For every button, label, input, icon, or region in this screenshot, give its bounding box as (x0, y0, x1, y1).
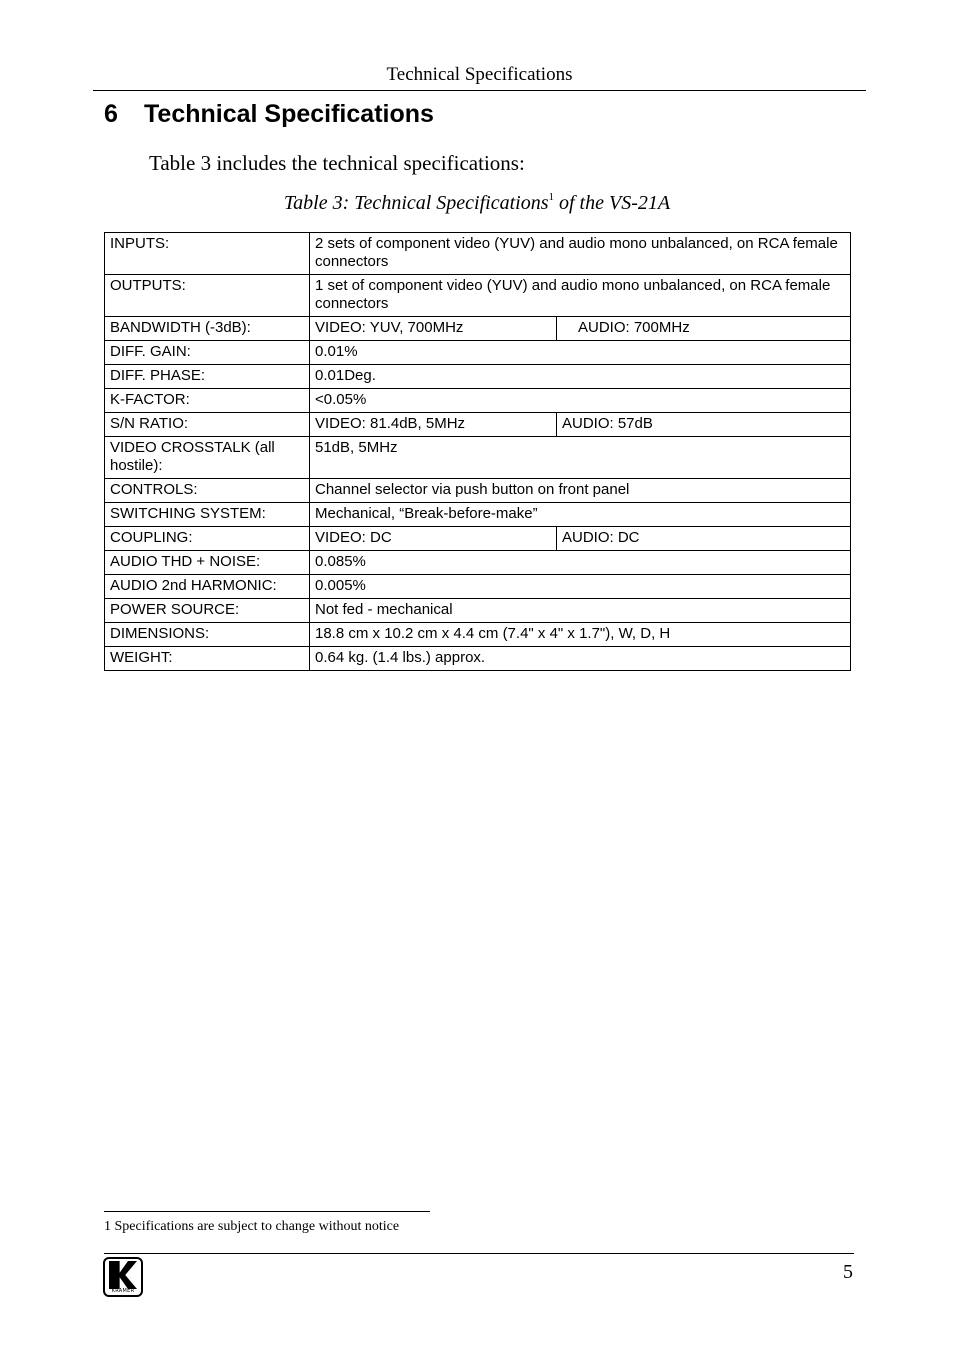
spec-video-value: VIDEO: DC (310, 527, 557, 551)
table-caption-text: Table 3: Technical Specifications (283, 192, 549, 214)
table-row (105, 503, 851, 527)
footnote-divider (104, 1211, 430, 1212)
spec-value: Channel selector via push button on front panel (310, 479, 851, 503)
spec-video-value: VIDEO: YUV, 700MHz (310, 317, 557, 341)
spec-label: CONTROLS: (105, 479, 310, 503)
kramer-k-logo-icon (103, 1257, 143, 1297)
table-row (105, 233, 851, 275)
spec-value: 0.01Deg. (310, 365, 851, 389)
logo-text: KRAMER (111, 1288, 135, 1294)
spec-value: 1 set of component video (YUV) and audio mono unbalanced, on RCA female connectors (310, 275, 851, 317)
table-row (105, 623, 851, 647)
spec-label: OUTPUTS: (105, 275, 310, 317)
footnote-reference: 1 (548, 191, 554, 203)
spec-value: 2 sets of component video (YUV) and audio mono unbalanced, on RCA female connectors (310, 233, 851, 275)
spec-value: 51dB, 5MHz (310, 437, 851, 479)
spec-value: 0.01% (310, 341, 851, 365)
table-row (105, 479, 851, 503)
section-title: Technical Specifications (144, 100, 434, 128)
page-number: 5 (843, 1261, 853, 1283)
spec-value: Mechanical, “Break-before-make” (310, 503, 851, 527)
section-number: 6 (104, 100, 118, 128)
table-caption (0, 191, 954, 215)
spec-label: COUPLING: (105, 527, 310, 551)
table-row (105, 551, 851, 575)
table-row (105, 647, 851, 671)
table-row (105, 365, 851, 389)
spec-label: INPUTS: (105, 233, 310, 275)
spec-label: K-FACTOR: (105, 389, 310, 413)
spec-label: DIMENSIONS: (105, 623, 310, 647)
spec-label: VIDEO CROSSTALK (all hostile): (105, 437, 310, 479)
spec-label: POWER SOURCE: (105, 599, 310, 623)
spec-table (104, 232, 851, 671)
footer-divider (104, 1253, 854, 1254)
table-row (105, 341, 851, 365)
spec-label: S/N RATIO: (105, 413, 310, 437)
spec-video-value: VIDEO: 81.4dB, 5MHz (310, 413, 557, 437)
table-row (105, 599, 851, 623)
spec-audio-value: AUDIO: 57dB (557, 413, 851, 437)
k-letter-icon (109, 1261, 137, 1289)
table-row (105, 527, 851, 551)
spec-value: 0.64 kg. (1.4 lbs.) approx. (310, 647, 851, 671)
table-row (105, 317, 851, 341)
running-header: Technical Specifications (93, 64, 866, 91)
table-caption-suffix: of the VS-21A (554, 192, 671, 214)
table-row (105, 575, 851, 599)
table-row (105, 413, 851, 437)
spec-value: Not fed - mechanical (310, 599, 851, 623)
spec-label: AUDIO THD + NOISE: (105, 551, 310, 575)
spec-label: BANDWIDTH (-3dB): (105, 317, 310, 341)
spec-label: AUDIO 2nd HARMONIC: (105, 575, 310, 599)
spec-value: 0.005% (310, 575, 851, 599)
spec-label: DIFF. PHASE: (105, 365, 310, 389)
footnote: 1 Specifications are subject to change without notice (104, 1219, 400, 1234)
spec-audio-value: AUDIO: DC (557, 527, 851, 551)
spec-audio-value: AUDIO: 700MHz (557, 317, 851, 341)
table-row (105, 389, 851, 413)
spec-label: WEIGHT: (105, 647, 310, 671)
spec-value: 0.085% (310, 551, 851, 575)
table-row (105, 437, 851, 479)
spec-value: 18.8 cm x 10.2 cm x 4.4 cm (7.4" x 4" x 1.7"), W, D, H (310, 623, 851, 647)
spec-value: <0.05% (310, 389, 851, 413)
table-row (105, 275, 851, 317)
intro-text: Table 3 includes the technical specifications: (149, 151, 525, 175)
spec-label: SWITCHING SYSTEM: (105, 503, 310, 527)
spec-label: DIFF. GAIN: (105, 341, 310, 365)
section-heading (104, 100, 434, 129)
